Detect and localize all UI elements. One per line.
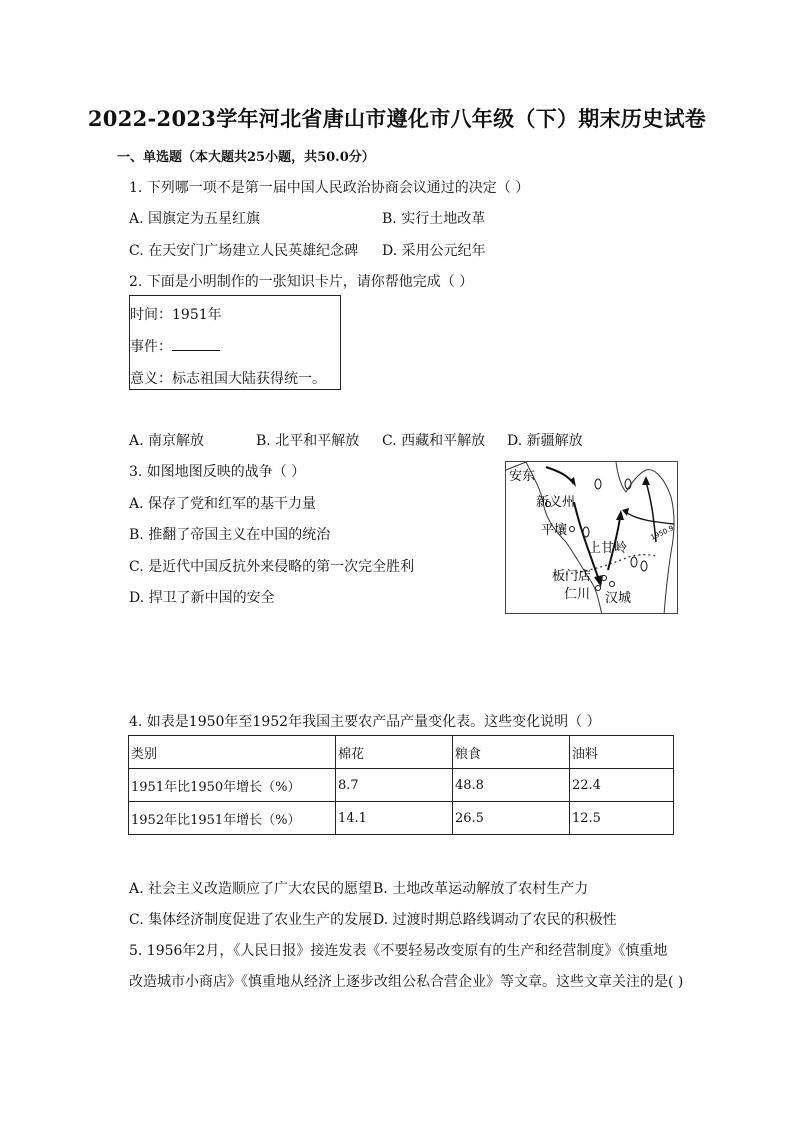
map-drawing [506, 462, 678, 614]
question-2-option-d[interactable]: D. 新疆解放 [507, 433, 583, 449]
map-label-pingrang: 平壤 [541, 523, 568, 538]
table-row [129, 769, 674, 802]
question-2-stem: 2. 下面是小明制作的一张知识卡片，请你帮他完成（ ） [129, 274, 474, 290]
map-label-renchuan: 仁川 [564, 587, 591, 602]
table-header-cell: 油料 [570, 736, 674, 769]
table-header-cell: 类别 [129, 736, 336, 769]
question-2-option-b[interactable]: B. 北平和平解放 [256, 433, 360, 449]
map-label-date: 1950.9 [649, 524, 676, 542]
table-cell: 22.4 [570, 769, 674, 802]
question-1-option-b[interactable]: B. 实行土地改革 [382, 211, 486, 227]
map-label-xinyizhou: 新义州 [536, 495, 576, 510]
question-3-option-b[interactable]: B. 推翻了帝国主义在中国的统治 [129, 527, 331, 543]
question-5-line-1: 5. 1956年2月，《人民日报》接连发表《不要轻易改变原有的生产和经营制度》《慎重地 [129, 943, 668, 959]
card-meaning: 意义：标志祖国大陆获得统一。 [130, 371, 326, 387]
card-event [130, 336, 220, 356]
table-header-cell: 粮食 [453, 736, 570, 769]
question-4-option-b[interactable]: B. 土地改革运动解放了农村生产力 [373, 881, 589, 897]
table-row [129, 802, 674, 835]
map-label-shangganling: 上甘岭 [588, 541, 628, 556]
table-cell: 1951年比1950年增长（%） [129, 769, 336, 802]
table-header-cell: 棉花 [336, 736, 453, 769]
question-1-option-c[interactable]: C. 在天安门广场建立人民英雄纪念碑 [129, 243, 359, 259]
question-1-stem: 1. 下列哪一项不是第一届中国人民政治协商会议通过的决定（ ） [129, 180, 530, 196]
question-1-option-d[interactable]: D. 采用公元纪年 [382, 243, 486, 259]
section-heading: 一、单选题（本大题共25小题，共50.0分） [117, 150, 375, 165]
produce-growth-table [128, 735, 674, 835]
question-3-option-d[interactable]: D. 捍卫了新中国的安全 [129, 590, 275, 606]
table-cell: 14.1 [336, 802, 453, 835]
knowledge-card [129, 295, 341, 390]
question-3-option-a[interactable]: A. 保存了党和红军的基干力量 [129, 496, 317, 512]
map-label-banmendian: 板门店 [552, 569, 592, 584]
map-label-andong: 安东 [509, 469, 536, 484]
question-4-stem: 4. 如表是1950年至1952年我国主要农产品产量变化表。这些变化说明（ ） [129, 714, 601, 730]
table-cell: 48.8 [453, 769, 570, 802]
table-cell: 12.5 [570, 802, 674, 835]
table-header-row [129, 736, 674, 769]
table-cell: 26.5 [453, 802, 570, 835]
table-cell: 1952年比1951年增长（%） [129, 802, 336, 835]
question-3-stem: 3. 如图地图反映的战争（ ） [129, 464, 306, 480]
card-event-label: 事件： [130, 339, 172, 355]
card-time: 时间：1951年 [130, 307, 222, 323]
question-5-line-2: 改造城市小商店》《慎重地从经济上逐步改组公私合营企业》等文章。这些文章关注的是( ) [129, 974, 684, 990]
question-1-option-a[interactable]: A. 国旗定为五星红旗 [129, 211, 261, 227]
table-cell: 8.7 [336, 769, 453, 802]
question-2-option-c[interactable]: C. 西藏和平解放 [382, 433, 486, 449]
page-title: 2022-2023学年河北省唐山市遵化市八年级（下）期末历史试卷 [87, 106, 707, 131]
question-2-option-a[interactable]: A. 南京解放 [129, 433, 205, 449]
card-event-blank [172, 338, 220, 351]
korean-war-map [505, 461, 678, 614]
question-4-option-a[interactable]: A. 社会主义改造顺应了广大农民的愿望 [129, 881, 373, 897]
map-label-hancheng: 汉城 [605, 591, 632, 606]
question-3-option-c[interactable]: C. 是近代中国反抗外来侵略的第一次完全胜利 [129, 559, 415, 575]
question-4-option-c[interactable]: C. 集体经济制度促进了农业生产的发展 [129, 912, 373, 928]
question-4-option-d[interactable]: D. 过渡时期总路线调动了农民的积极性 [373, 912, 617, 928]
